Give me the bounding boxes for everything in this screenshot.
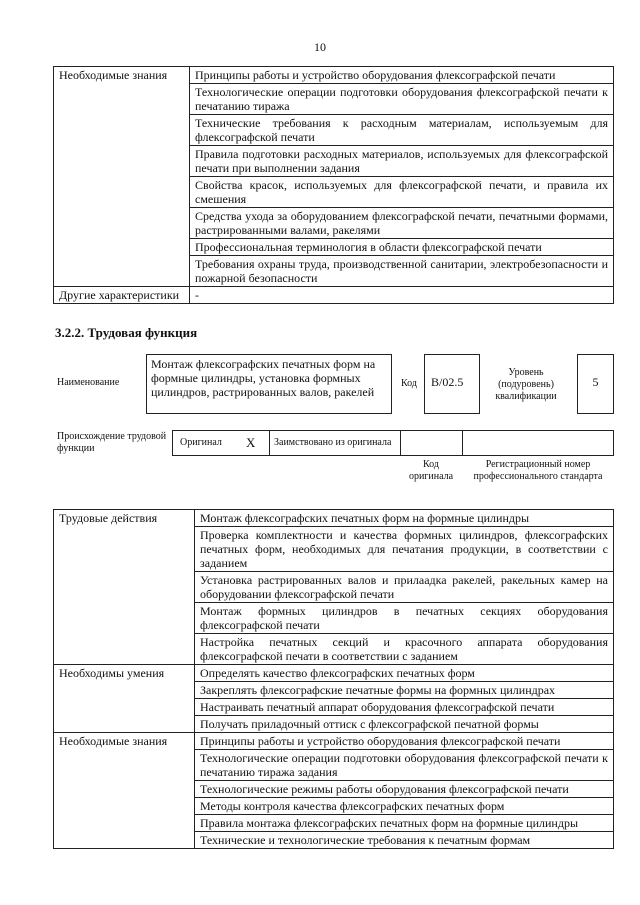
action-item: Настройка печатных секций и красочного аппарата оборудования флексографской печати в соответствии с заданием [195,634,614,665]
action-item: Установка растрированных валов и прилаадка ракелей, ракельных камер на оборудовании флексографской печати [195,572,614,603]
action-item: Монтаж флексографских печатных форм на формные цилиндры [195,510,614,527]
level-label: Уровень (подуровень) квалификации [495,367,557,402]
section-title: 3.2.2. Трудовая функция [55,325,198,340]
knowledge-item: Средства ухода за оборудованием флексографской печати, печатными формами, растрированными валами, ракелями [190,208,614,239]
original-code-box [400,430,463,456]
level-value: 5 [577,354,614,414]
original-label: Оригинал [180,437,222,448]
borrowed-label: Заимствовано из оригинала [274,437,392,448]
knowledge-item: Технические и технологические требования к печатным формам [195,832,614,849]
other-characteristics-label: Другие характеристики [54,287,190,304]
function-name: Монтаж флексографских печатных форм на формные цилиндры, установка формных цилиндров, растрированных валов, ракелей [146,354,392,414]
knowledge-item: Свойства красок, используемых для флексографской печати, и правила их смешения [190,177,614,208]
code-caption: Код оригинала [408,459,454,482]
code-label: Код [401,378,417,389]
knowledge-item: Технологические режимы работы оборудования флексографской печати [195,781,614,798]
function-details-table [53,509,614,849]
original-mark: X [246,435,256,450]
knowledge-item: Профессиональная терминология в области флексографской печати [190,239,614,256]
knowledge-item: Технические требования к расходным материалам, используемым для флексографской печати [190,115,614,146]
skill-item: Закреплять флексографские печатные формы на формных цилиндрах [195,682,614,699]
knowledge-item: Принципы работы и устройство оборудования флексографской печати [190,67,614,84]
page-number: 10 [314,40,326,54]
knowledge-item: Технологические операции подготовки оборудования флексографской печати к печатанию тиража [190,84,614,115]
knowledge-item: Методы контроля качества флексографских печатных форм [195,798,614,815]
knowledge-item: Принципы работы и устройство оборудования флексографской печати [195,733,614,750]
name-label: Наименование [57,377,120,388]
skills-label: Необходимы умения [54,665,195,733]
knowledge-label: Необходимые знания [54,67,190,287]
other-characteristics-value: - [190,287,614,304]
knowledge-item: Правила монтажа флексографских печатных форм на формные цилиндры [195,815,614,832]
knowledge-item: Технологические операции подготовки оборудования флексографской печати к печатанию тиража задания [195,750,614,781]
knowledge-label-2: Необходимые знания [54,733,195,849]
borrowed-box [269,430,401,456]
skill-item: Получать приладочный оттиск с флексографской печатной формы [195,716,614,733]
action-item: Монтаж формных цилиндров в печатных секциях оборудования флексографской печати [195,603,614,634]
skill-item: Определять качество флексографских печатных форм [195,665,614,682]
reg-number-box [462,430,614,456]
origin-label: Происхождение трудовой функции [57,431,167,454]
knowledge-item: Требования охраны труда, производственной санитарии, электробезопасности и пожарной безопасности [190,256,614,287]
action-item: Проверка комплектности и качества формных цилиндров, флексографских печатных форм, необходимых для печатания продукции, в соответствии с заданием [195,527,614,572]
reg-caption: Регистрационный номер профессионального стандарта [473,459,603,482]
actions-label: Трудовые действия [54,510,195,665]
knowledge-item: Правила подготовки расходных материалов, используемых для флексографской печати при выполнении задания [190,146,614,177]
code-value: B/02.5 [424,354,480,414]
skill-item: Настраивать печатный аппарат оборудования флексографской печати [195,699,614,716]
knowledge-table [53,66,614,304]
